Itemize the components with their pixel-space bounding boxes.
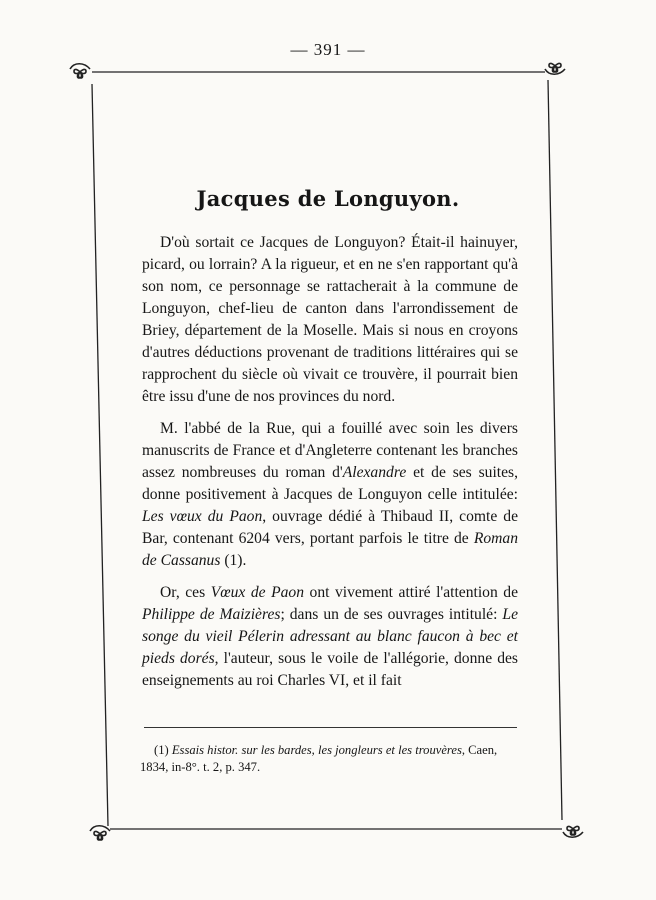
corner-ornament-bottom-left-icon: [90, 826, 110, 840]
paragraph: [142, 232, 518, 408]
italic-text-run: Roman de Cassanus: [142, 530, 518, 569]
text-run: , l'auteur, sous le voile de l'allégorie, donne des enseignements au roi Charles VI, et il fait: [142, 650, 518, 689]
text-run: D'où sortait ce Jacques de Longuyon? Était-il hainuyer, picard, ou lorrain? A la rigueur, et en ne s'en rapportant qu'à son nom, ce personnage se rattacherait à la commune de Longuyon, chef-lieu de canton dans l'arrondissement de Briey, département de la Moselle. Mais si nous en croyons d'autres déductions provenant de traditions littéraires qui se rapprochent du siècle où vivait ce trouvère, il pourrait bien être issu d'une de nos provinces du nord.: [142, 234, 518, 405]
text-run: , Caen, 1834, in-8°. t. 2, p. 347.: [140, 743, 498, 774]
text-run: ont vivement attiré l'attention de: [304, 584, 519, 601]
chapter-title: Jacques de Longuyon.: [196, 186, 460, 211]
corner-ornament-top-left-icon: [70, 64, 90, 78]
text-run: (1): [154, 743, 172, 757]
italic-text-run: Le songe du vieil Pélerin adressant au blanc faucon à bec et pieds dorés: [142, 606, 518, 667]
paragraph: [142, 418, 518, 572]
text-run: Or, ces: [160, 584, 211, 601]
paragraph: [142, 582, 518, 692]
italic-text-run: Les vœux du Paon: [142, 508, 263, 525]
text-run: ; dans un de ses ouvrages intitulé:: [280, 606, 503, 623]
page-number: — 391 —: [290, 40, 366, 59]
corner-ornament-bottom-right-icon: [563, 826, 583, 837]
footnote: [140, 742, 526, 776]
corner-ornament-top-right-icon: [545, 63, 565, 74]
italic-text-run: Vœux de Paon: [210, 584, 305, 601]
italic-text-run: Alexandre: [342, 464, 407, 481]
text-run: (1).: [220, 552, 247, 569]
text-run: , ouvrage dédié à Thibaud II, comte de Bar, contenant 6204 vers, portant parfois le titre de: [142, 508, 518, 547]
text-run: M. l'abbé de la Rue, qui a fouillé avec soin les divers manuscrits de France et d'Angleterre contenant les branches assez nombreuses du roman d': [142, 420, 518, 481]
italic-text-run: Philippe de Maizières: [142, 606, 281, 623]
footnote-separator: [144, 727, 517, 728]
text-run: et de ses suites, donne positivement à Jacques de Longuyon celle intitulée:: [142, 464, 518, 503]
italic-text-run: Essais histor. sur les bardes, les jongleurs et les trouvères: [171, 743, 462, 757]
body-text: [142, 232, 518, 692]
